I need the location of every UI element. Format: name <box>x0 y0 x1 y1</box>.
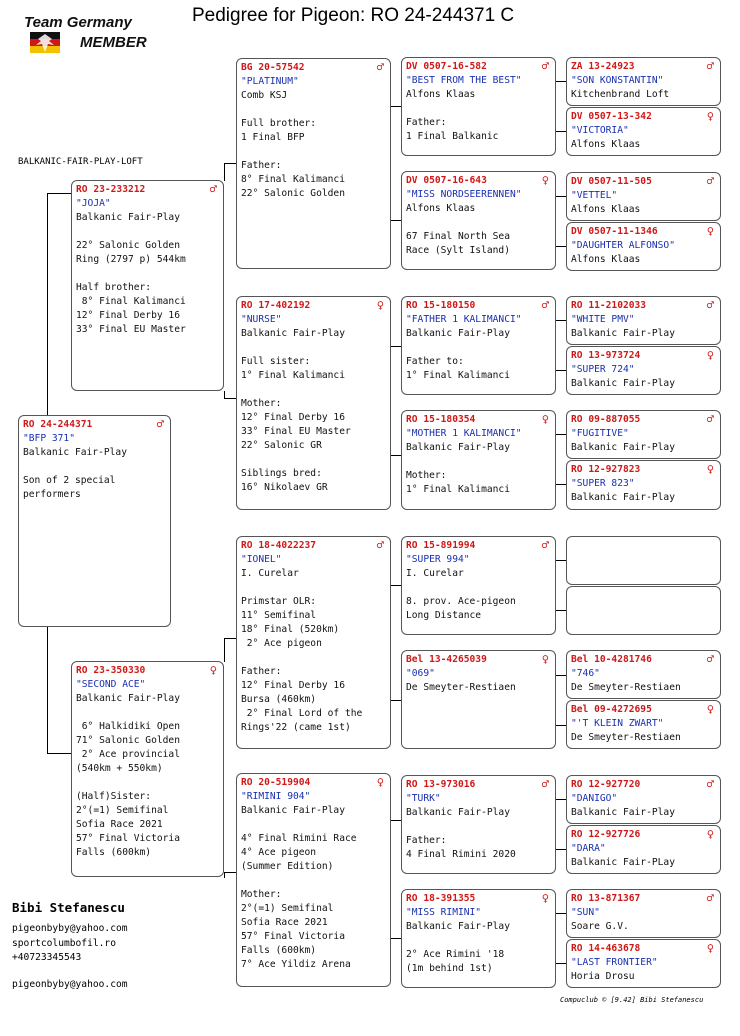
pigeon-card-g16[interactable] <box>566 939 721 988</box>
pigeon-card-g3[interactable] <box>566 172 721 221</box>
pigeon-name: "SUPER 994" <box>406 554 470 565</box>
pigeon-details: Balkanic Fair-Play <box>571 378 675 389</box>
connector-line <box>224 391 225 399</box>
female-symbol-icon: ♀ <box>376 298 384 312</box>
pigeon-name: "IONEL" <box>241 554 282 565</box>
male-symbol-icon: ♂ <box>541 59 549 73</box>
male-symbol-icon: ♂ <box>541 298 549 312</box>
pigeon-details: I. Curelar 8. prov. Ace-pigeon Long Distance <box>406 568 516 621</box>
male-symbol-icon: ♂ <box>376 538 384 552</box>
female-symbol-icon: ♀ <box>706 827 714 841</box>
pigeon-details: I. Curelar Primstar OLR: 11° Semifinal 18° Final (520km) 2° Ace pigeon Father: 12° Final Derby 16 Bursa (460km) 2° Final Lord of the Rings'22 (came 1st) <box>241 568 363 733</box>
pigeon-details: Balkanic Fair-Play 4° Final Rimini Race 4° Ace pigeon (Summer Edition) Mother: 2°(=1) Semifinal Sofia Race 2021 57° Final Victoria Falls (600km) 7° Ace Yildiz Arena <box>241 805 357 970</box>
ring-number: Bel 13-4265039 <box>406 654 487 665</box>
ring-number: RO 15-891994 <box>406 540 476 551</box>
connector-line <box>224 638 225 662</box>
ring-number: Bel 10-4281746 <box>571 654 652 665</box>
pigeon-name: "746" <box>571 668 600 679</box>
pigeon-card-g8[interactable] <box>566 460 721 510</box>
pigeon-card-sire-dam[interactable] <box>236 296 391 510</box>
pigeon-card-dam-sire[interactable] <box>236 536 391 749</box>
ring-number: DV 0507-16-643 <box>406 175 487 186</box>
pigeon-name: "SUPER 724" <box>571 364 635 375</box>
pigeon-details: Balkanic Fair-Play <box>571 807 675 818</box>
pigeon-card-sdd[interactable] <box>401 410 556 510</box>
breeder-name: Bibi Stefanescu <box>12 900 125 915</box>
male-symbol-icon: ♂ <box>706 777 714 791</box>
pigeon-card-sire[interactable] <box>71 180 224 391</box>
pigeon-details: Balkanic Fair-Play <box>571 442 675 453</box>
ring-number: DV 0507-11-505 <box>571 176 652 187</box>
ring-number: RO 09-887055 <box>571 414 641 425</box>
connector-line <box>47 193 72 194</box>
pigeon-name: "JOJA" <box>76 198 111 209</box>
logo-line2: MEMBER <box>80 34 147 51</box>
female-symbol-icon: ♀ <box>706 348 714 362</box>
female-symbol-icon: ♀ <box>706 224 714 238</box>
pigeon-card-ssd[interactable] <box>401 171 556 270</box>
pigeon-card-main[interactable] <box>18 415 171 627</box>
pigeon-card-g2[interactable] <box>566 107 721 156</box>
connector-line <box>47 193 48 415</box>
pigeon-details: Kitchenbrand Loft <box>571 89 670 100</box>
pigeon-details: Horia Drosu <box>571 971 635 982</box>
male-symbol-icon: ♂ <box>706 298 714 312</box>
pigeon-card-g14[interactable] <box>566 825 721 874</box>
connector-line <box>47 753 72 754</box>
pigeon-name: "BEST FROM THE BEST" <box>406 75 522 86</box>
pigeon-details: Alfons Klaas <box>571 254 641 265</box>
pigeon-details: Balkanic Fair-Play Full sister: 1° Final Kalimanci Mother: 12° Final Derby 16 33° Final EU Master 22° Salonic GR Siblings bred: 16° Nikolaev GR <box>241 328 351 493</box>
ring-number: RO 13-973724 <box>571 350 641 361</box>
ring-number: Bel 09-4272695 <box>571 704 652 715</box>
ring-number: RO 15-180354 <box>406 414 476 425</box>
male-symbol-icon: ♂ <box>376 60 384 74</box>
pigeon-card-sss[interactable] <box>401 57 556 156</box>
pigeon-card-sds[interactable] <box>401 296 556 395</box>
ring-number: RO 13-973016 <box>406 779 476 790</box>
pigeon-card-g10-empty[interactable] <box>566 586 721 635</box>
pigeon-name: "DARA" <box>571 843 606 854</box>
female-symbol-icon: ♀ <box>706 462 714 476</box>
pigeon-details: Alfons Klaas Father: 1 Final Balkanic <box>406 89 499 142</box>
logo-line1: Team Germany <box>24 14 132 31</box>
female-symbol-icon: ♀ <box>541 412 549 426</box>
pigeon-details: Alfons Klaas 67 Final North Sea Race (Sylt Island) <box>406 203 510 256</box>
pigeon-details: Balkanic Fair-PLay <box>571 857 675 868</box>
pigeon-name: "SECOND ACE" <box>76 679 146 690</box>
ring-number: DV 0507-13-342 <box>571 111 652 122</box>
connector-line <box>47 627 48 753</box>
pigeon-name: "RIMINI 904" <box>241 791 311 802</box>
ring-number: RO 12-927720 <box>571 779 641 790</box>
pigeon-name: "LAST FRONTIER" <box>571 957 658 968</box>
pigeon-card-g9-empty[interactable] <box>566 536 721 585</box>
pigeon-details: De Smeyter-Restiaen <box>571 732 681 743</box>
loft-name: BALKANIC-FAIR-PLAY-LOFT <box>18 157 143 167</box>
ring-number: RO 13-871367 <box>571 893 641 904</box>
pigeon-name: "BFP 371" <box>23 433 75 444</box>
ring-number: BG 20-57542 <box>241 62 305 73</box>
pigeon-details: Balkanic Fair-Play 22° Salonic Golden Ring (2797 p) 544km Half brother: 8° Final Kalimanci 12° Final Derby 16 33° Final EU Master <box>76 212 186 335</box>
ring-number: RO 20-519904 <box>241 777 311 788</box>
pigeon-name: "MISS RIMINI" <box>406 907 482 918</box>
pigeon-details: Alfons Klaas <box>571 139 641 150</box>
ring-number: RO 18-4022237 <box>241 540 317 551</box>
pigeon-name: "DANIGO" <box>571 793 618 804</box>
pigeon-details: Balkanic Fair-Play Son of 2 special performers <box>23 447 127 500</box>
male-symbol-icon: ♂ <box>706 412 714 426</box>
female-symbol-icon: ♀ <box>706 702 714 716</box>
female-symbol-icon: ♀ <box>706 941 714 955</box>
pigeon-card-g7[interactable] <box>566 410 721 459</box>
pigeon-card-sire-sire[interactable] <box>236 58 391 269</box>
pigeon-details: Comb KSJ Full brother: 1 Final BFP Father: 8° Final Kalimanci 22° Salonic Golden <box>241 90 345 199</box>
pigeon-card-g1[interactable] <box>566 57 721 106</box>
male-symbol-icon: ♂ <box>541 777 549 791</box>
pigeon-name: "VETTEL" <box>571 190 618 201</box>
pigeon-card-g11[interactable] <box>566 650 721 699</box>
male-symbol-icon: ♂ <box>541 538 549 552</box>
connector-line <box>224 872 225 878</box>
male-symbol-icon: ♂ <box>156 417 164 431</box>
pigeon-name: "069" <box>406 668 435 679</box>
pigeon-card-dam[interactable] <box>71 661 224 877</box>
pigeon-details: Balkanic Fair-Play <box>571 492 675 503</box>
pigeon-details: Balkanic Fair-Play Father: 4 Final Rimini 2020 <box>406 807 516 860</box>
ring-number: RO 18-391355 <box>406 893 476 904</box>
german-eagle-flag-icon <box>30 30 64 56</box>
pigeon-card-g13[interactable] <box>566 775 721 824</box>
pigeon-details: De Smeyter-Restiaen <box>406 682 516 693</box>
pigeon-name: "'T KLEIN ZWART" <box>571 718 664 729</box>
pigeon-details: De Smeyter-Restiaen <box>571 682 681 693</box>
pigeon-name: "SUN" <box>571 907 600 918</box>
page-title: Pedigree for Pigeon: RO 24-244371 C <box>192 5 515 26</box>
pigeon-details: Balkanic Fair-Play <box>571 328 675 339</box>
female-symbol-icon: ♀ <box>541 891 549 905</box>
connector-line <box>224 163 225 181</box>
pigeon-name: "TURK" <box>406 793 441 804</box>
pigeon-details: Alfons Klaas <box>571 204 641 215</box>
pigeon-name: "SON KONSTANTIN" <box>571 75 664 86</box>
ring-number: RO 24-244371 <box>23 419 93 430</box>
pigeon-details: Balkanic Fair-Play 2° Ace Rimini '18 (1m behind 1st) <box>406 921 510 974</box>
ring-number: RO 12-927823 <box>571 464 641 475</box>
pigeon-name: "SUPER 823" <box>571 478 635 489</box>
female-symbol-icon: ♀ <box>376 775 384 789</box>
male-symbol-icon: ♂ <box>706 59 714 73</box>
team-germany-logo <box>20 14 170 56</box>
pigeon-card-g12[interactable] <box>566 700 721 749</box>
pigeon-name: "VICTORIA" <box>571 125 629 136</box>
pigeon-card-dam-dam[interactable] <box>236 773 391 987</box>
pigeon-name: "NURSE" <box>241 314 282 325</box>
breeder-email[interactable]: pigeonbyby@yahoo.com <box>12 979 128 990</box>
ring-number: RO 23-350330 <box>76 665 146 676</box>
male-symbol-icon: ♂ <box>706 652 714 666</box>
ring-number: RO 23-233212 <box>76 184 146 195</box>
pigeon-card-ddd[interactable] <box>401 889 556 988</box>
ring-number: RO 11-2102033 <box>571 300 647 311</box>
ring-number: RO 15-180150 <box>406 300 476 311</box>
ring-number: RO 14-463678 <box>571 943 641 954</box>
ring-number: RO 12-927726 <box>571 829 641 840</box>
pigeon-details: Soare G.V. <box>571 921 629 932</box>
pigeon-name: "FATHER 1 KALIMANCI" <box>406 314 522 325</box>
pigeon-card-g6[interactable] <box>566 346 721 395</box>
pigeon-card-dsd[interactable] <box>401 650 556 749</box>
ring-number: DV 0507-16-582 <box>406 61 487 72</box>
breeder-contact: pigeonbyby@yahoo.com sportcolumbofil.ro +40723345543 <box>12 923 128 963</box>
pigeon-name: "WHITE PMV" <box>571 314 635 325</box>
male-symbol-icon: ♂ <box>706 891 714 905</box>
female-symbol-icon: ♀ <box>706 109 714 123</box>
software-footer: Compuclub © [9.42] Bibi Stefanescu <box>560 996 704 1004</box>
pigeon-name: "PLATINUM" <box>241 76 299 87</box>
pigeon-card-g5[interactable] <box>566 296 721 345</box>
ring-number: DV 0507-11-1346 <box>571 226 658 237</box>
pigeon-card-g15[interactable] <box>566 889 721 938</box>
female-symbol-icon: ♀ <box>209 663 217 677</box>
male-symbol-icon: ♂ <box>706 174 714 188</box>
ring-number: RO 17-402192 <box>241 300 311 311</box>
pigeon-name: "FUGITIVE" <box>571 428 629 439</box>
pigeon-name: "DAUGHTER ALFONSO" <box>571 240 675 251</box>
pigeon-card-g4[interactable] <box>566 222 721 271</box>
pigeon-card-dds[interactable] <box>401 775 556 874</box>
male-symbol-icon: ♂ <box>209 182 217 196</box>
pigeon-card-dss[interactable] <box>401 536 556 635</box>
ring-number: ZA 13-24923 <box>571 61 635 72</box>
pigeon-details: Balkanic Fair-Play Mother: 1° Final Kalimanci <box>406 442 510 495</box>
pigeon-details: Balkanic Fair-Play 6° Halkidiki Open 71° Salonic Golden 2° Ace provincial (540km + 550km) (Half)Sister: 2°(=1) Semifinal Sofia Race 2021 57° Final Victoria Falls (600km) <box>76 693 180 858</box>
pigeon-name: "MOTHER 1 KALIMANCI" <box>406 428 522 439</box>
pigeon-details: Balkanic Fair-Play Father to: 1° Final Kalimanci <box>406 328 510 381</box>
female-symbol-icon: ♀ <box>541 652 549 666</box>
pigeon-name: "MISS NORDSEERENNEN" <box>406 189 522 200</box>
female-symbol-icon: ♀ <box>541 173 549 187</box>
